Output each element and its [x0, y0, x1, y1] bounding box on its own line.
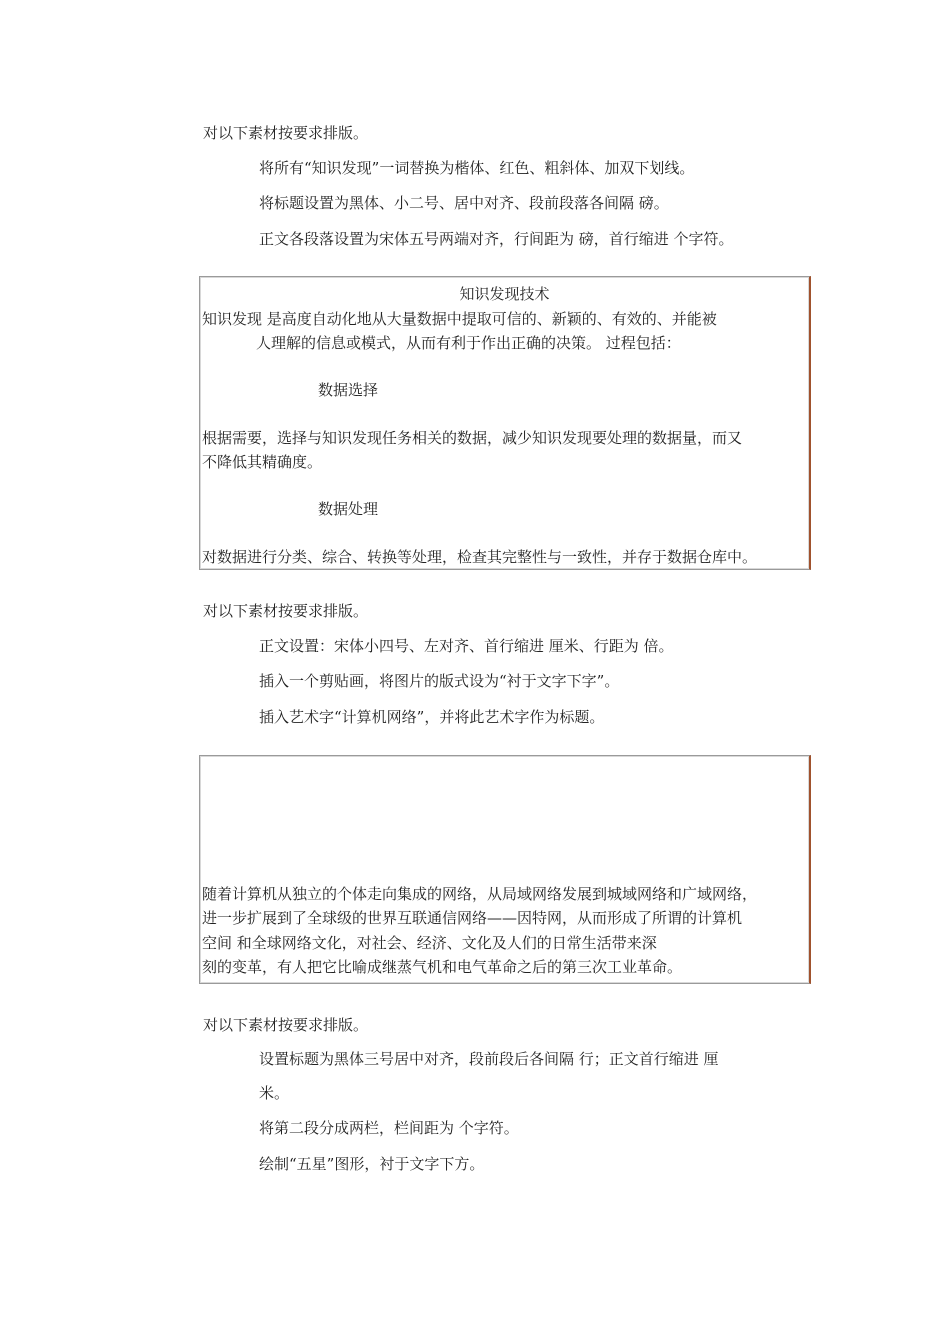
section1-item-2: 将标题设置为黑体、小二号、居中对齐、段前段落各间隔 磅。 — [259, 194, 669, 212]
knowledge-discovery-box — [199, 276, 811, 570]
section3-item-1: 设置标题为黑体三号居中对齐，段前段后各间隔 行；正文首行缩进 厘 — [259, 1050, 719, 1068]
section1-item-3: 正文各段落设置为宋体五号两端对齐，行间距为 磅，首行缩进 个字符。 — [259, 230, 734, 248]
box1-p1-line1: 知识发现 是高度自动化地从大量数据中提取可信的、新颖的、有效的、并能被 — [202, 310, 717, 328]
computer-network-box — [199, 755, 811, 984]
section2-item-3: 插入艺术字“计算机网络”，并将此艺术字作为标题。 — [259, 708, 605, 726]
box1-p2-line1: 根据需要，选择与知识发现任务相关的数据，减少知识发现要处理的数据量，而又 — [202, 429, 743, 447]
box2-line2: 进一步扩展到了全球级的世界互联通信网络——因特网，从而形成了所谓的计算机 — [202, 909, 743, 927]
box2-line4: 刻的变革，有人把它比喻成继蒸气机和电气革命之后的第三次工业革命。 — [202, 958, 683, 976]
box2-line1: 随着计算机从独立的个体走向集成的网络，从局域网络发展到城域网络和广域网络， — [202, 885, 758, 903]
box1-p1-line2: 人理解的信息或模式，从而有利于作出正确的决策。 过程包括： — [256, 334, 681, 352]
box1-heading-2: 数据处理 — [318, 500, 379, 518]
section2-intro: 对以下素材按要求排版。 — [203, 602, 369, 620]
section2-item-2: 插入一个剪贴画，将图片的版式设为“衬于文字下字”。 — [259, 672, 620, 690]
section1-intro: 对以下素材按要求排版。 — [203, 124, 369, 142]
box1-p3: 对数据进行分类、综合、转换等处理，检查其完整性与一致性，并存于数据仓库中。 — [202, 548, 758, 566]
section3-intro: 对以下素材按要求排版。 — [203, 1016, 369, 1034]
box1-heading-1: 数据选择 — [318, 381, 379, 399]
section2-item-1: 正文设置：宋体小四号、左对齐、首行缩进 厘米、行距为 倍。 — [259, 637, 674, 655]
section3-item-2: 将第二段分成两栏，栏间距为 个字符。 — [259, 1119, 519, 1137]
section3-item-1-cont: 米。 — [259, 1084, 290, 1102]
box1-p2-line2: 不降低其精确度。 — [202, 453, 323, 471]
box1-title: 知识发现技术 — [459, 285, 550, 303]
box2-line3: 空间 和全球网络文化，对社会、经济、文化及人们的日常生活带来深 — [202, 934, 657, 952]
section3-item-3: 绘制“五星”图形，衬于文字下方。 — [259, 1155, 485, 1173]
section1-item-1: 将所有“知识发现”一词替换为楷体、红色、粗斜体、加双下划线。 — [259, 159, 695, 177]
